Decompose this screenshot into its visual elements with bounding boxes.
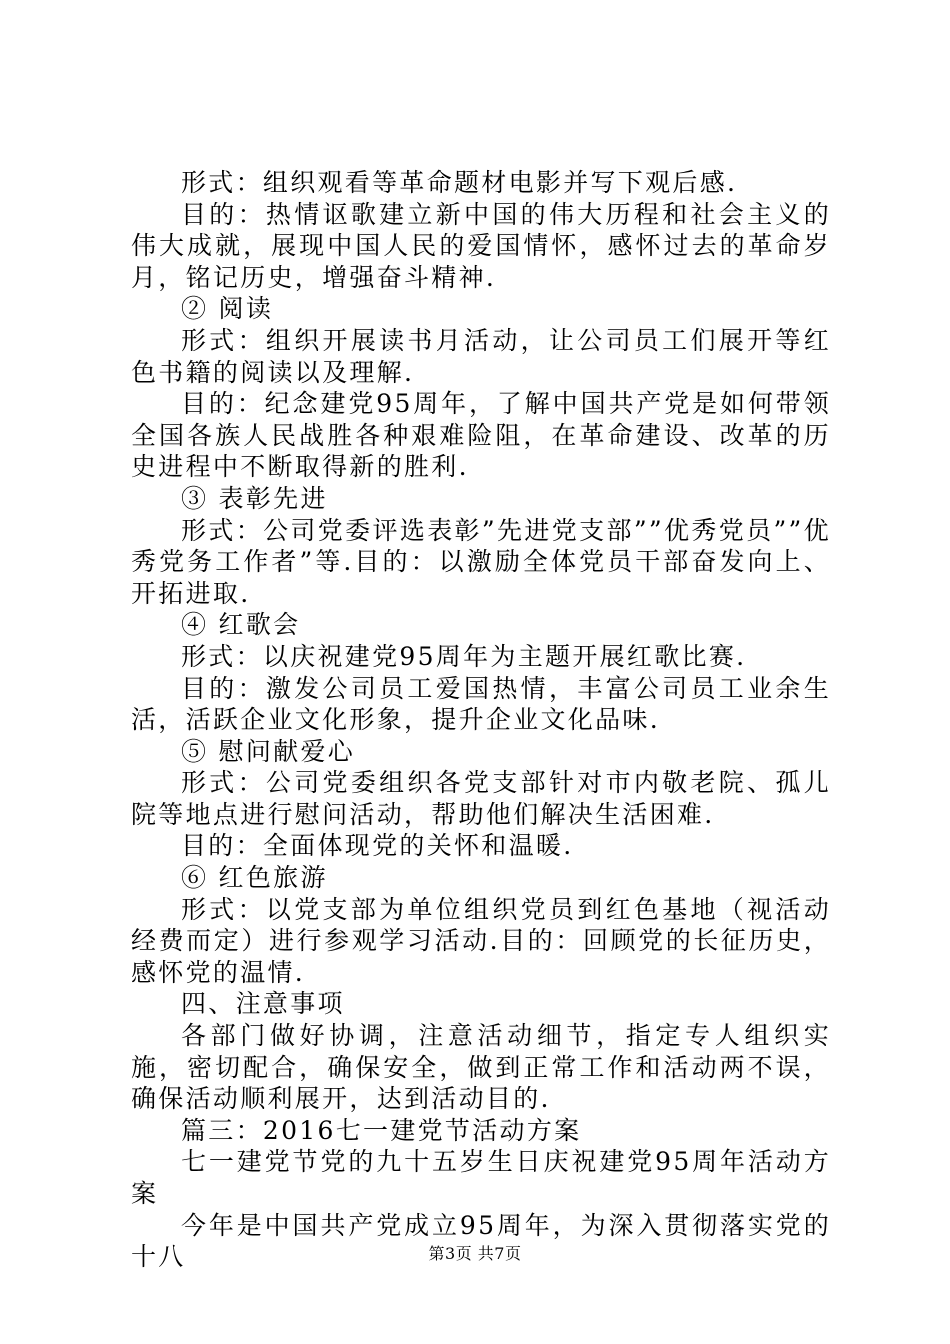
paragraph-reading-form: 形式：组织开展读书月活动，让公司员工们展开等红色书籍的阅读以及理解.: [131, 325, 831, 387]
heading-part-three: 篇三：2016七一建党节活动方案: [181, 1115, 582, 1145]
heading-reading: ② 阅读: [181, 294, 274, 324]
paragraph-film-form: 形式：组织观看等革命题材电影并写下观后感.: [181, 168, 738, 197]
paragraph-film-purpose: 目的：热情讴歌建立新中国的伟大历程和社会主义的伟大成就，展现中国人民的爱国情怀，感怀过去的革命岁月，铭记历史，增强奋斗精神.: [131, 199, 831, 292]
paragraph-intro: 今年是中国共产党成立95周年，为深入贯彻落实党的十八: [131, 1210, 831, 1272]
heading-commendation: ③ 表彰先进: [181, 483, 328, 513]
heading-red-song: ④ 红歌会: [181, 610, 301, 640]
paragraph-charity-purpose: 目的：全面体现党的关怀和温暖.: [181, 831, 574, 861]
heading-charity: ⑤ 慰问献爱心: [181, 736, 356, 766]
paragraph-commendation-form: 形式：公司党委评选表彰”先进党支部””优秀党员””优秀党务工作者”等.目的：以激励全体党员干部奋发向上、开拓进取.: [131, 515, 831, 608]
paragraph-red-song-form: 形式：以庆祝建党95周年为主题开展红歌比赛.: [181, 641, 747, 671]
paragraph-plan-title: 七一建党节党的九十五岁生日庆祝建党95周年活动方案: [131, 1147, 831, 1208]
paragraph-red-tourism-form: 形式：以党支部为单位组织党员到红色基地（视活动经费而定）进行参观学习活动.目的：回顾党的长征历史，感怀党的温情.: [131, 894, 831, 987]
paragraph-charity-form: 形式：公司党委组织各党支部针对市内敬老院、孤儿院等地点进行慰问活动，帮助他们解决生活困难.: [131, 768, 831, 829]
document-body: [131, 167, 831, 1273]
heading-red-tourism: ⑥ 红色旅游: [181, 863, 328, 893]
page-number-footer: 第3页 共7页: [428, 1244, 522, 1263]
paragraph-notes: 各部门做好协调，注意活动细节，指定专人组织实施，密切配合，确保安全，做到正常工作和活动两不误，确保活动顺利展开，达到活动目的.: [131, 1021, 831, 1114]
paragraph-red-song-purpose: 目的：激发公司员工爱国热情，丰富公司员工业余生活，活跃企业文化形象，提升企业文化品味.: [131, 673, 831, 735]
paragraph-reading-purpose: 目的：纪念建党95周年，了解中国共产党是如何带领全国各族人民战胜各种艰难险阻，在革命建设、改革的历史进程中不断取得新的胜利.: [131, 389, 831, 482]
heading-notes: 四、注意事项: [181, 989, 345, 1019]
